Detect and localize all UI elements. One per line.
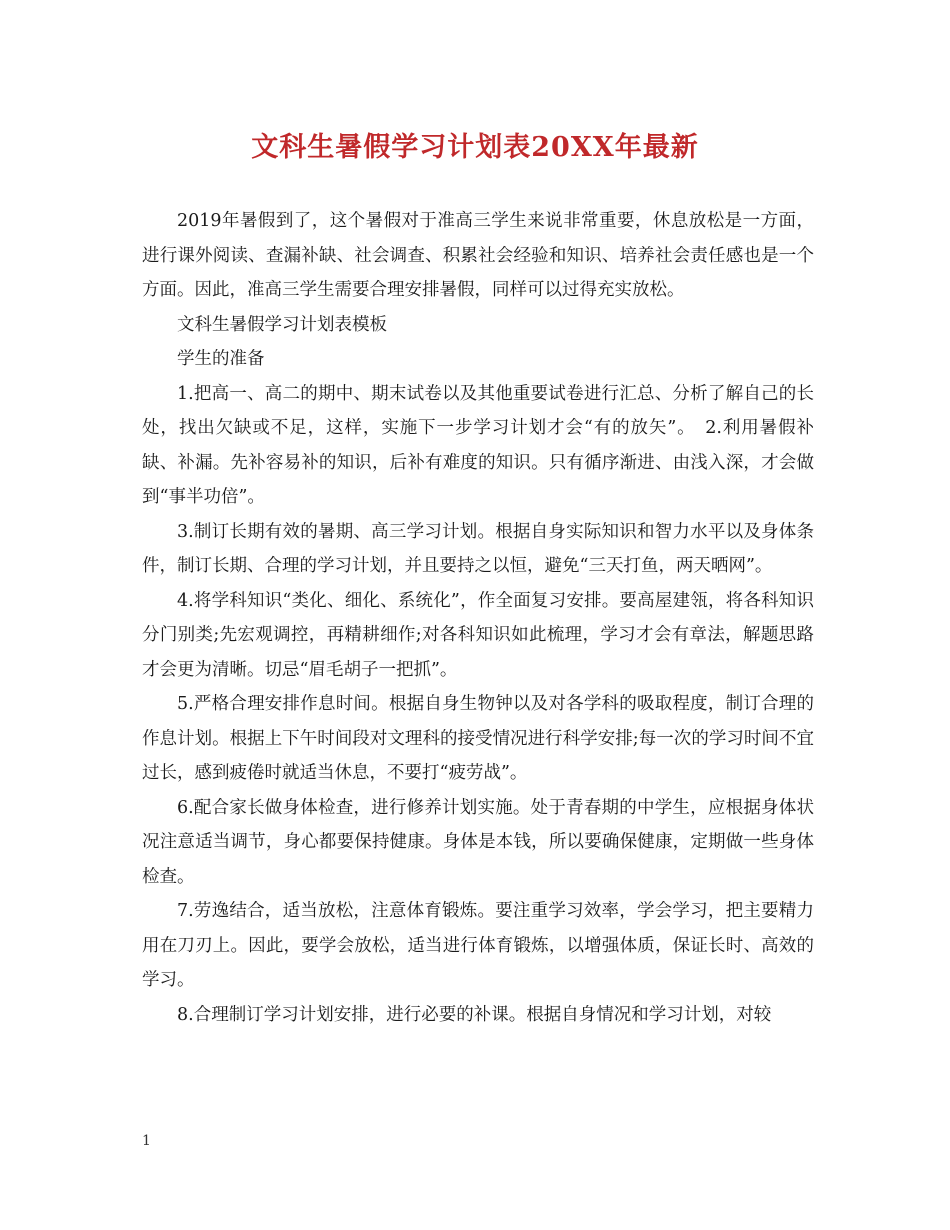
document-title: 文科生暑假学习计划表20XX年最新 <box>251 132 699 163</box>
paragraph-item-7: 7.劳逸结合，适当放松，注意体育锻炼。要注重学习效率，学会学习，把主要精力用在刀刃上。因此，要学会放松，适当进行体育锻炼，以增强体质，保证长时、高效的学习。 <box>142 901 814 990</box>
paragraph-item-1-2: 1.把高一、高二的期中、期末试卷以及其他重要试卷进行汇总、分析了解自己的长处，找出欠缺或不足，这样，实施下一步学习计划才会“有的放矢”。 2.利用暑假补缺、补漏。先补容易补的知识，后补有难度的知识。只有循序渐进、由浅入深，才会做到“事半功倍”。 <box>142 383 814 507</box>
paragraph-subtitle: 文科生暑假学习计划表模板 <box>177 314 387 335</box>
paragraph-item-3: 3.制订长期有效的暑期、高三学习计划。根据自身实际知识和智力水平以及身体条件，制订长期、合理的学习计划，并且要持之以恒，避免“三天打鱼，两天晒网”。 <box>142 521 814 576</box>
paragraph-item-6: 6.配合家长做身体检查，进行修养计划实施。处于青春期的中学生，应根据身体状况注意适当调节，身心都要保持健康。身体是本钱，所以要确保健康，定期做一些身体检查。 <box>142 797 814 887</box>
paragraph-item-5: 5.严格合理安排作息时间。根据自身生物钟以及对各学科的吸取程度，制订合理的作息计划。根据上下午时间段对文理科的接受情况进行科学安排;每一次的学习时间不宜过长，感到疲倦时就适当休息，不要打“疲劳战”。 <box>142 694 814 783</box>
paragraph-item-4: 4.将学科知识“类化、细化、系统化”，作全面复习安排。要高屋建瓴，将各科知识分门别类;先宏观调控，再精耕细作;对各科知识如此梳理，学习才会有章法，解题思路才会更为清晰。切忌“眉毛胡子一把抓”。 <box>142 590 814 680</box>
document-body <box>142 204 814 1032</box>
paragraph-intro: 2019年暑假到了，这个暑假对于准高三学生来说非常重要，休息放松是一方面，进行课外阅读、查漏补缺、社会调查、积累社会经验和知识、培养社会责任感也是一个方面。因此，准高三学生需要合理安排暑假，同样可以过得充实放松。 <box>142 211 814 300</box>
page-number: 1 <box>142 1133 151 1149</box>
paragraph-item-8: 8.合理制订学习计划安排，进行必要的补课。根据自身情况和学习计划，对较 <box>177 1004 772 1025</box>
paragraph-section-heading: 学生的准备 <box>177 349 265 369</box>
